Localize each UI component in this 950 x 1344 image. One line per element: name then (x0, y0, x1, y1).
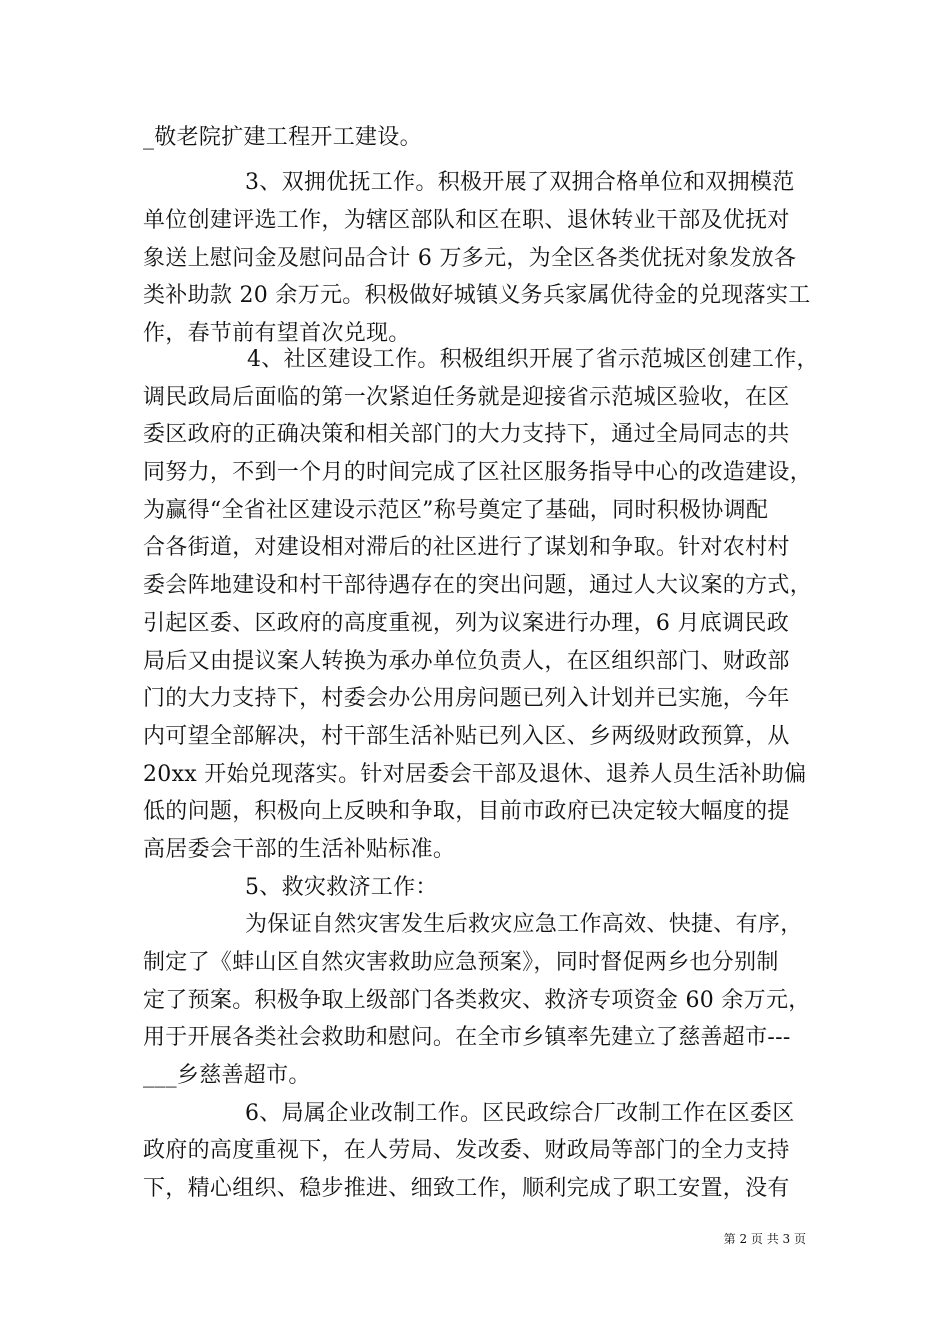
text-line: 局后又由提议案人转换为承办单位负责人，在区组织部门、财政部 (143, 649, 790, 674)
text-line: 类补助款 20 余万元。积极做好城镇义务兵家属优待金的兑现落实工 (143, 283, 811, 308)
text-line: 委区政府的正确决策和相关部门的大力支持下，通过全局同志的共 (143, 422, 790, 447)
text-line: 定了预案。积极争取上级部门各类救灾、救济专项资金 60 余万元， (143, 988, 811, 1013)
text-line: 作，春节前有望首次兑现。 (143, 321, 411, 346)
text-line: 制定了《蚌山区自然灾害救助应急预案》，同时督促两乡也分别制 (143, 950, 779, 975)
text-line: 20xx 开始兑现落实。针对居委会干部及退休、退养人员生活补助偏 (143, 762, 807, 787)
text-line: 为赢得“全省社区建设示范区”称号奠定了基础，同时积极协调配 (143, 498, 769, 523)
text-line: 3、双拥优抚工作。积极开展了双拥合格单位和双拥模范 (245, 170, 795, 195)
text-line: 5、救灾救济工作： (245, 875, 438, 900)
text-line: 高居委会干部的生活补贴标准。 (143, 837, 456, 862)
text-line: _敬老院扩建工程开工建设。 (143, 125, 422, 150)
text-line: 门的大力支持下，村委会办公用房问题已列入计划并已实施，今年 (143, 686, 790, 711)
text-line: ___乡慈善超市。 (143, 1063, 311, 1088)
text-line: 合各街道，对建设相对滞后的社区进行了谋划和争取。针对农村村 (143, 535, 790, 560)
text-line: 象送上慰问金及慰问品合计 6 万多元，为全区各类优抚对象发放各 (143, 246, 797, 271)
text-line: 委会阵地建设和村干部待遇存在的突出问题，通过人大议案的方式， (143, 573, 813, 598)
text-line: 4、社区建设工作。积极组织开展了省示范城区创建工作， (247, 347, 819, 372)
text-line: 政府的高度重视下，在人劳局、发改委、财政局等部门的全力支持 (143, 1138, 790, 1163)
text-line: 下，精心组织、稳步推进、细致工作，顺利完成了职工安置，没有 (143, 1176, 790, 1201)
text-line: 低的问题，积极向上反映和争取，目前市政府已决定较大幅度的提 (143, 799, 790, 824)
text-line: 调民政局后面临的第一次紧迫任务就是迎接省示范城区验收，在区 (143, 385, 790, 410)
text-line: 引起区委、区政府的高度重视，列为议案进行办理，6 月底调民政 (143, 611, 789, 636)
page-number-footer: 第 2 页 共 3 页 (723, 1232, 806, 1246)
text-line: 同努力，不到一个月的时间完成了区社区服务指导中心的改造建设， (143, 460, 813, 485)
text-line: 单位创建评选工作，为辖区部队和区在职、退休转业干部及优抚对 (143, 208, 790, 233)
text-line: 为保证自然灾害发生后救灾应急工作高效、快捷、有序， (245, 912, 803, 937)
text-line: 用于开展各类社会救助和慰问。在全市乡镇率先建立了慈善超市--- (143, 1025, 791, 1050)
text-line: 内可望全部解决，村干部生活补贴已列入区、乡两级财政预算，从 (143, 724, 790, 749)
text-line: 6、局属企业改制工作。区民政综合厂改制工作在区委区 (245, 1101, 795, 1126)
